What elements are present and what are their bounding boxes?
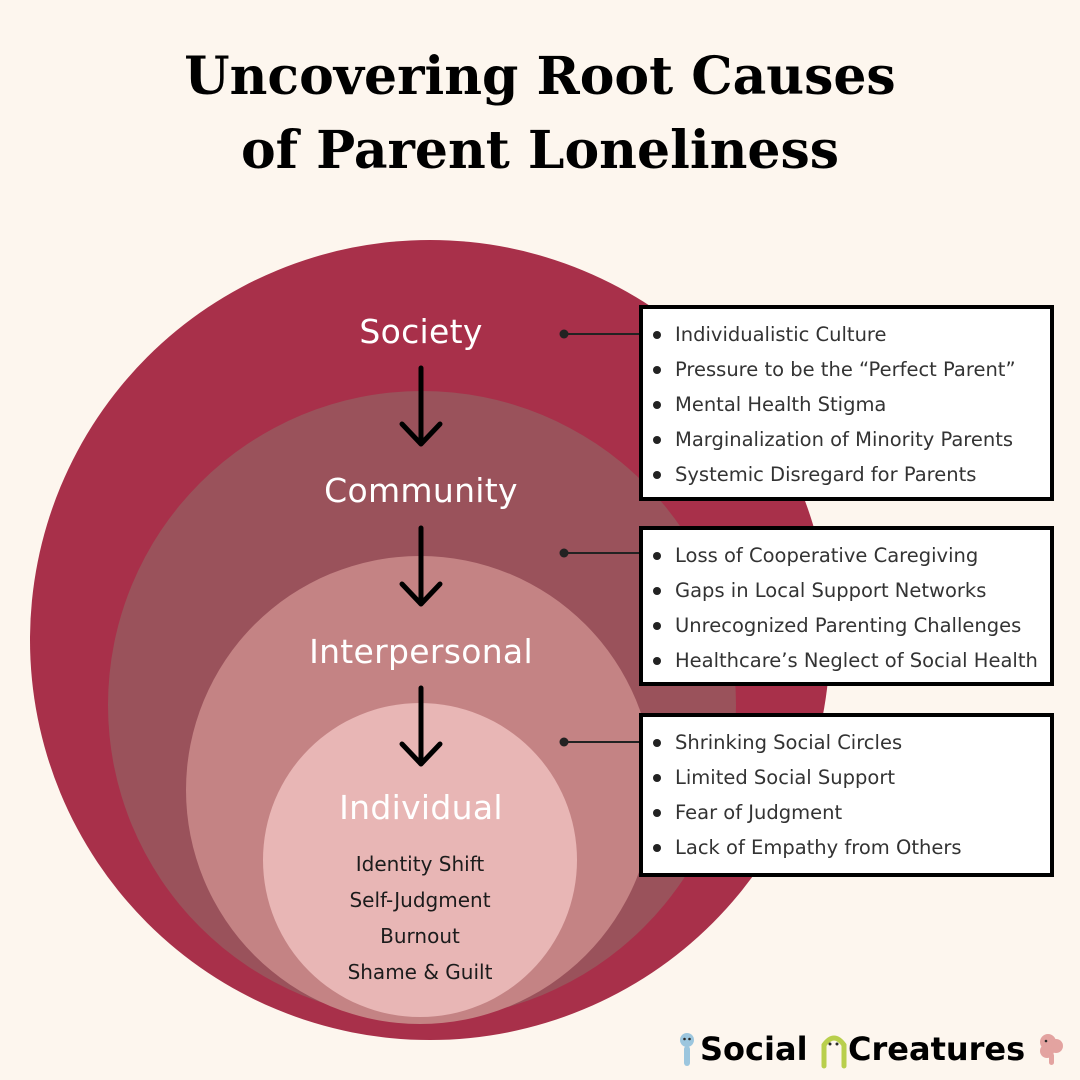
society-cause-item: Systemic Disregard for Parents [643,457,1050,492]
title-line-1: Uncovering Root Causes [184,46,896,107]
community-cause-item: Healthcare’s Neglect of Social Health [643,643,1050,678]
society-causes-box [639,305,1054,501]
level-society-label: Society [359,312,483,351]
society-cause-item: Pressure to be the “Perfect Parent” [643,352,1050,387]
green-creature-icon [821,1031,847,1071]
individual-item: Identity Shift [355,852,485,876]
interpersonal-cause-item: Limited Social Support [643,760,1050,795]
pink-creature-icon [1036,1029,1066,1069]
interpersonal-cause-item: Fear of Judgment [643,795,1050,830]
level-community-label: Community [324,471,518,510]
brand-word-creatures: Creatures [848,1030,1026,1068]
interpersonal-causes-box [639,713,1054,877]
brand-word-social: Social [700,1030,808,1068]
individual-items-list [320,846,520,990]
title-line-2: of Parent Loneliness [240,120,840,181]
community-cause-item: Unrecognized Parenting Challenges [643,608,1050,643]
community-cause-item: Gaps in Local Support Networks [643,573,1050,608]
individual-item: Burnout [380,924,460,948]
level-interpersonal-label: Interpersonal [309,632,533,671]
community-cause-item: Loss of Cooperative Caregiving [643,538,1050,573]
individual-item: Shame & Guilt [347,960,493,984]
interpersonal-cause-item: Shrinking Social Circles [643,725,1050,760]
society-cause-item: Mental Health Stigma [643,387,1050,422]
interpersonal-cause-item: Lack of Empathy from Others [643,830,1050,865]
level-individual-label: Individual [339,788,503,827]
social-creatures-logo [676,1025,1066,1075]
community-causes-box [639,526,1054,686]
blue-creature-icon [676,1031,698,1071]
individual-item: Self-Judgment [349,888,491,912]
society-cause-item: Individualistic Culture [643,317,1050,352]
society-cause-item: Marginalization of Minority Parents [643,422,1050,457]
